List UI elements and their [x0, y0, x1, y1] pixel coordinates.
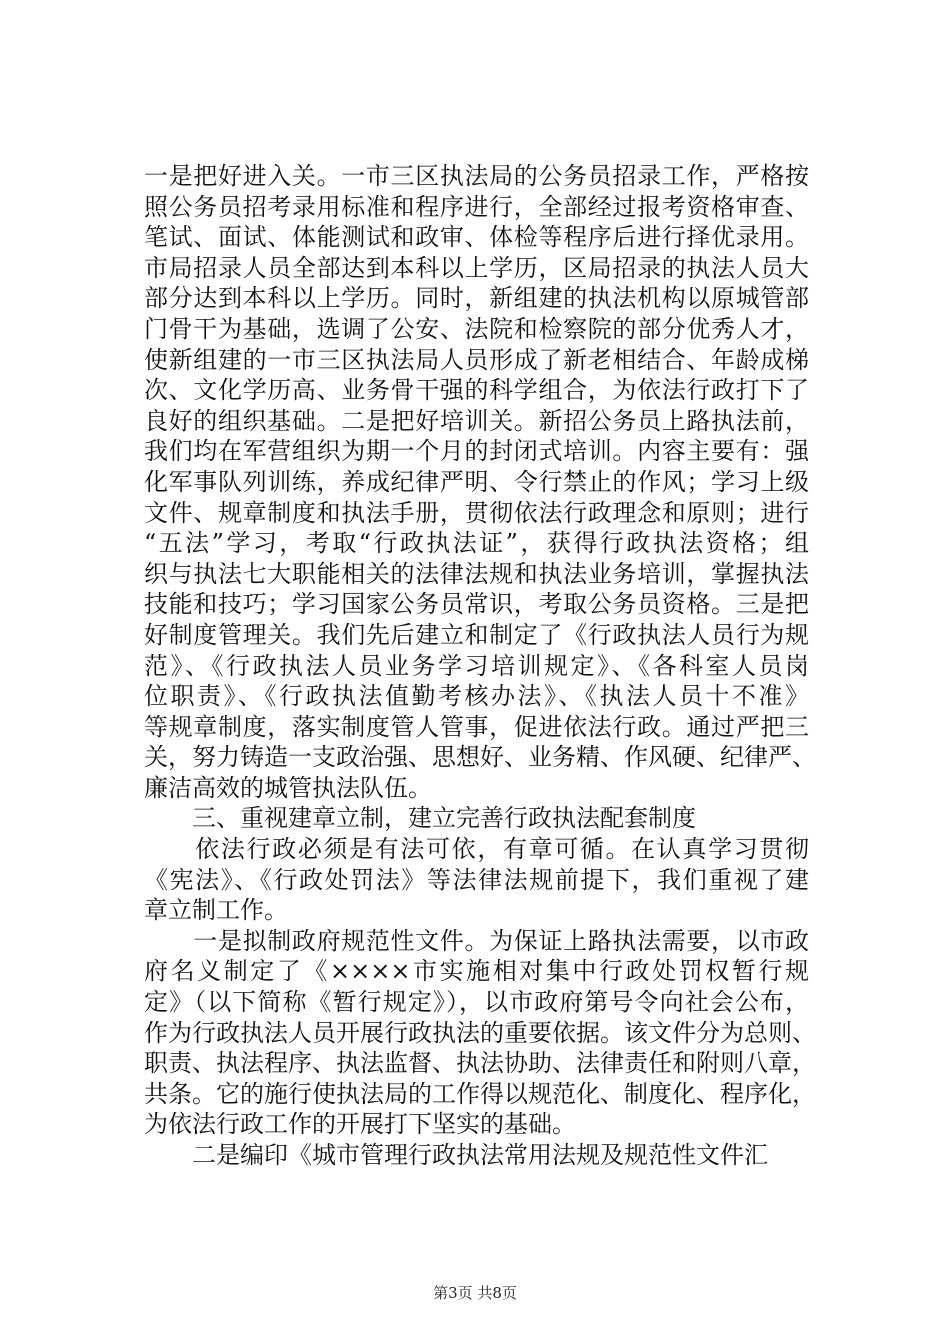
- text-line: 良好的组织基础。二是把好培训关。新招公务员上路执法前，: [144, 406, 809, 435]
- text-line: 廉洁高效的城管执法队伍。: [144, 773, 432, 802]
- text-line: 化军事队列训练，养成纪律严明、令行禁止的作风；学习上级: [144, 467, 809, 496]
- text-line: “五法”学习，考取“行政执法证”，获得行政执法资格；组: [144, 529, 809, 558]
- text-line: 《宪法》、《行政处罚法》等法律法规前提下，我们重视了建: [144, 865, 809, 894]
- text-line: 共条。它的施行使执法局的工作得以规范化、制度化、程序化，: [144, 1079, 816, 1108]
- text-line: 织与执法七大职能相关的法律法规和执法业务培训，掌握执法: [144, 559, 809, 588]
- page-footer: 第3页 共8页: [433, 1284, 517, 1302]
- document-body: [144, 161, 816, 1171]
- text-line: 照公务员招考录用标准和程序进行，全部经过报考资格审查、: [144, 192, 809, 221]
- text-line: 部分达到本科以上学历。同时，新组建的执法机构以原城管部: [144, 284, 809, 313]
- text-line: 市局招录人员全部达到本科以上学历，区局招录的执法人员大: [144, 253, 809, 282]
- text-line: 文件、规章制度和执法手册，贯彻依法行政理念和原则；进行: [144, 498, 809, 527]
- text-line: 技能和技巧；学习国家公务员常识，考取公务员资格。三是把: [144, 590, 809, 619]
- text-line: 次、文化学历高、业务骨干强的科学组合，为依法行政打下了: [144, 376, 809, 405]
- text-line: 我们均在军营组织为期一个月的封闭式培训。内容主要有：强: [144, 437, 809, 466]
- text-line: 二是编印《城市管理行政执法常用法规及规范性文件汇: [144, 1141, 768, 1169]
- text-line: 职责、执法程序、执法监督、执法协助、法律责任和附则八章，: [144, 1049, 816, 1078]
- text-line: 门骨干为基础，选调了公安、法院和检察院的部分优秀人才，: [144, 314, 809, 343]
- text-line: 三、重视建章立制，建立完善行政执法配套制度: [144, 804, 696, 833]
- text-line: 一是把好进入关。一市三区执法局的公务员招录工作，严格按: [144, 162, 809, 190]
- text-line: 关，努力铸造一支政治强、思想好、业务精、作风硬、纪律严、: [144, 743, 816, 772]
- text-line: 章立制工作。: [144, 896, 288, 925]
- text-line: 使新组建的一市三区执法局人员形成了新老相结合、年龄成梯: [144, 345, 809, 374]
- text-line: 为依法行政工作的开展打下坚实的基础。: [144, 1110, 576, 1139]
- text-line: 一是拟制政府规范性文件。为保证上路执法需要，以市政: [144, 926, 809, 955]
- text-line: 等规章制度，落实制度管人管事，促进依法行政。通过严把三: [144, 712, 809, 741]
- text-line: 笔试、面试、体能测试和政审、体检等程序后进行择优录用。: [144, 223, 809, 252]
- text-line: 作为行政执法人员开展行政执法的重要依据。该文件分为总则、: [144, 1018, 816, 1047]
- text-line: 好制度管理关。我们先后建立和制定了《行政执法人员行为规: [144, 620, 809, 649]
- text-line: 范》、《行政执法人员业务学习培训规定》、《各科室人员岗: [144, 651, 809, 680]
- text-line: 位职责》、《行政执法值勤考核办法》、《执法人员十不准》: [144, 682, 809, 711]
- text-line: 定》（以下简称《暂行规定》），以市政府第号令向社会公布，: [144, 988, 809, 1017]
- text-line: 府名义制定了《××××市实施相对集中行政处罚权暂行规: [144, 957, 809, 986]
- text-line: 依法行政必须是有法可依，有章可循。在认真学习贯彻: [144, 835, 809, 864]
